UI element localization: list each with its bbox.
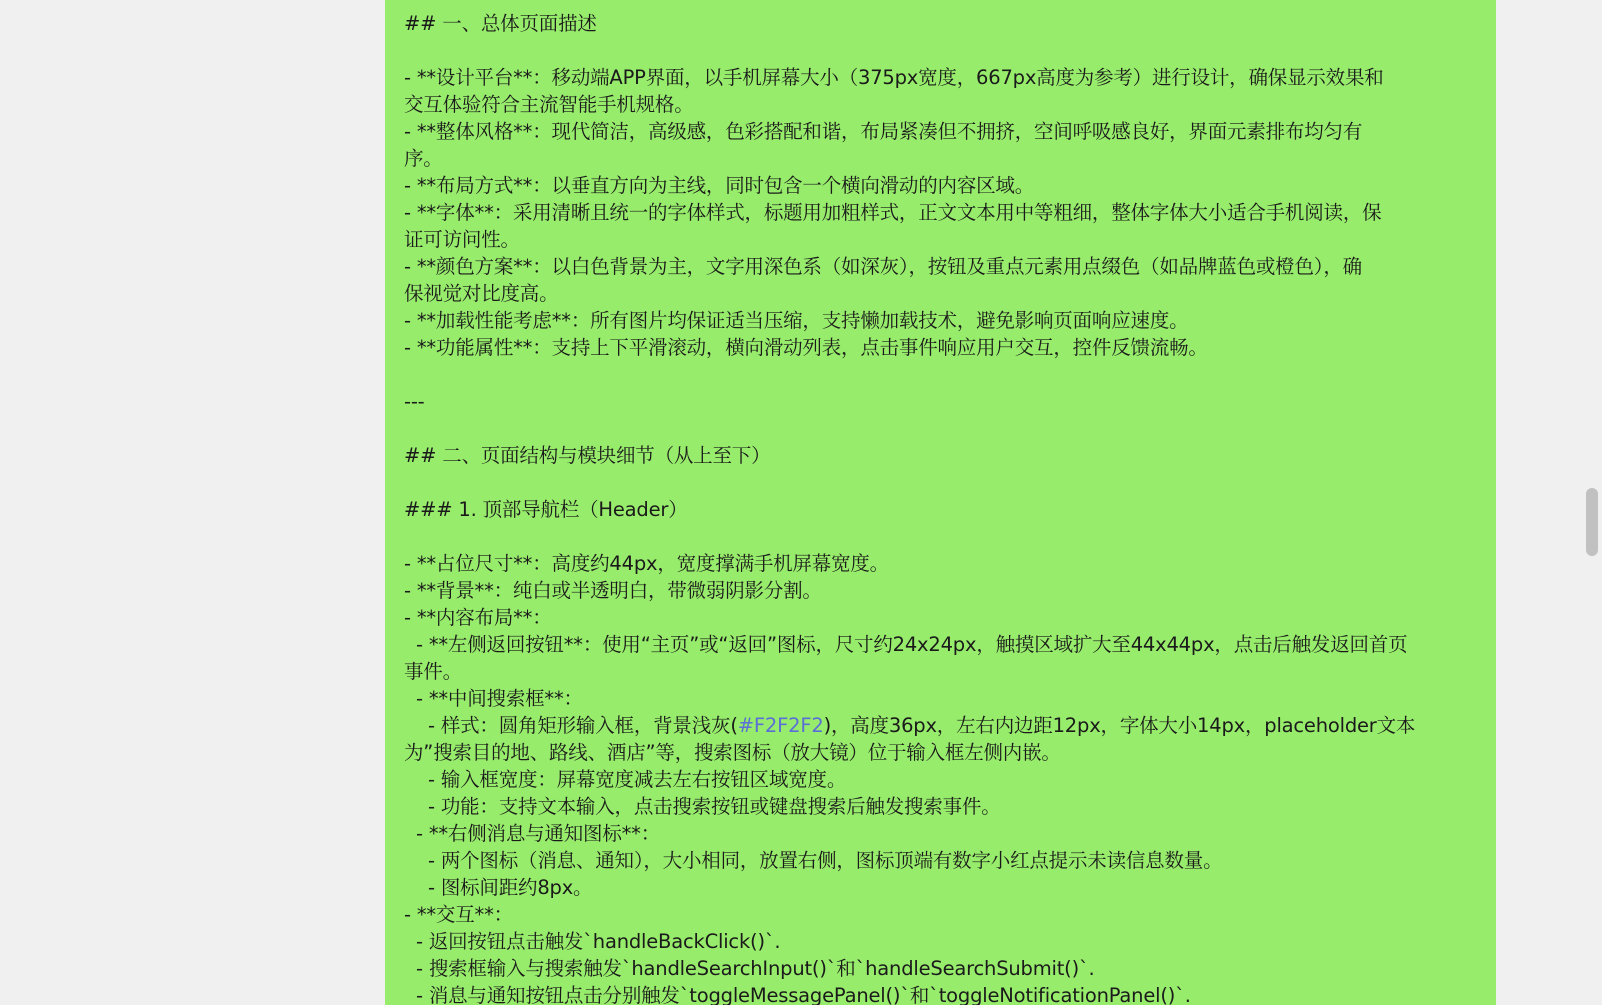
text-line: - 返回按钮点击触发`handleBackClick()`. xyxy=(404,930,781,953)
document-text xyxy=(404,10,1484,1005)
text-line: - **功能属性**：支持上下平滑滚动，横向滑动列表，点击事件响应用户交互，控件反馈流畅。 xyxy=(404,336,1208,359)
text-line: 证可访问性。 xyxy=(404,228,520,251)
text-line: - **中间搜索框**： xyxy=(404,687,583,710)
text-line: 保视觉对比度高。 xyxy=(404,282,559,305)
text-line: - 输入框宽度：屏幕宽度减去左右按钮区域宽度。 xyxy=(404,768,847,791)
text-line: - **布局方式**：以垂直方向为主线，同时包含一个横向滑动的内容区域。 xyxy=(404,174,1035,197)
text-line: 序。 xyxy=(404,147,443,170)
blank-line xyxy=(404,415,1484,442)
text-line: - 两个图标（消息、通知），大小相同，放置右侧，图标顶端有数字小红点提示未读信息数量。 xyxy=(404,849,1223,872)
heading-structure: ## 二、页面结构与模块细节（从上至下） xyxy=(404,444,771,467)
blank-line xyxy=(404,469,1484,496)
text-line: - **整体风格**：现代简洁，高级感，色彩搭配和谐，布局紧凑但不拥挤，空间呼吸感良好，界面元素排布均匀有 xyxy=(404,120,1363,143)
text-line: - 图标间距约8px。 xyxy=(404,876,593,899)
heading-overall: ## 一、总体页面描述 xyxy=(404,12,597,35)
text-line: - **内容布局**： xyxy=(404,606,552,629)
text-line: - **设计平台**：移动端APP界面，以手机屏幕大小（375px宽度，667px高度为参考）进行设计，确保显示效果和 xyxy=(404,66,1384,89)
text-line: - **颜色方案**：以白色背景为主，文字用深色系（如深灰），按钮及重点元素用点缀色（如品牌蓝色或橙色），确 xyxy=(404,255,1362,278)
search-style-prefix: - 样式：圆角矩形输入框，背景浅灰( xyxy=(404,714,738,737)
text-line: - **字体**：采用清晰且统一的字体样式，标题用加粗样式，正文文本用中等粗细，整体字体大小适合手机阅读，保 xyxy=(404,201,1382,224)
text-line: 交互体验符合主流智能手机规格。 xyxy=(404,93,694,116)
document-page xyxy=(385,0,1496,1005)
text-line: - **右侧消息与通知图标**： xyxy=(404,822,661,845)
text-line: 为”搜索目的地、路线、酒店”等，搜索图标（放大镜）位于输入框左侧内嵌。 xyxy=(404,741,1061,764)
blank-line xyxy=(404,361,1484,388)
text-line: - **左侧返回按钮**：使用“主页”或“返回”图标，尺寸约24x24px，触摸区域扩大至44x44px，点击后触发返回首页 xyxy=(404,633,1408,656)
text-line: - 搜索框输入与搜索触发`handleSearchInput()`和`handleSearchSubmit()`. xyxy=(404,957,1095,980)
text-line: 事件。 xyxy=(404,660,462,683)
text-line: - **背景**：纯白或半透明白，带微弱阴影分割。 xyxy=(404,579,822,602)
horizontal-rule: --- xyxy=(404,390,425,413)
blank-line xyxy=(404,523,1484,550)
search-style-suffix: )，高度36px，左右内边距12px，字体大小14px，placeholder文本 xyxy=(823,714,1416,737)
text-line: - 消息与通知按钮点击分别触发`toggleMessagePanel()`和`toggleNotificationPanel()`. xyxy=(404,984,1191,1005)
text-line: - 功能：支持文本输入，点击搜索按钮或键盘搜索后触发搜索事件。 xyxy=(404,795,1001,818)
text-line-search-style xyxy=(404,712,1484,739)
heading-header-section: ### 1. 顶部导航栏（Header） xyxy=(404,498,688,521)
text-line: - **加载性能考虑**：所有图片均保证适当压缩，支持懒加载技术，避免影响页面响应速度。 xyxy=(404,309,1189,332)
scrollbar-thumb[interactable] xyxy=(1586,488,1598,556)
color-hex-value: #F2F2F2 xyxy=(737,714,824,737)
text-line: - **占位尺寸**：高度约44px，宽度撑满手机屏幕宽度。 xyxy=(404,552,889,575)
vertical-scrollbar[interactable] xyxy=(1582,0,1602,1005)
text-line: - **交互**： xyxy=(404,903,513,926)
blank-line xyxy=(404,37,1484,64)
